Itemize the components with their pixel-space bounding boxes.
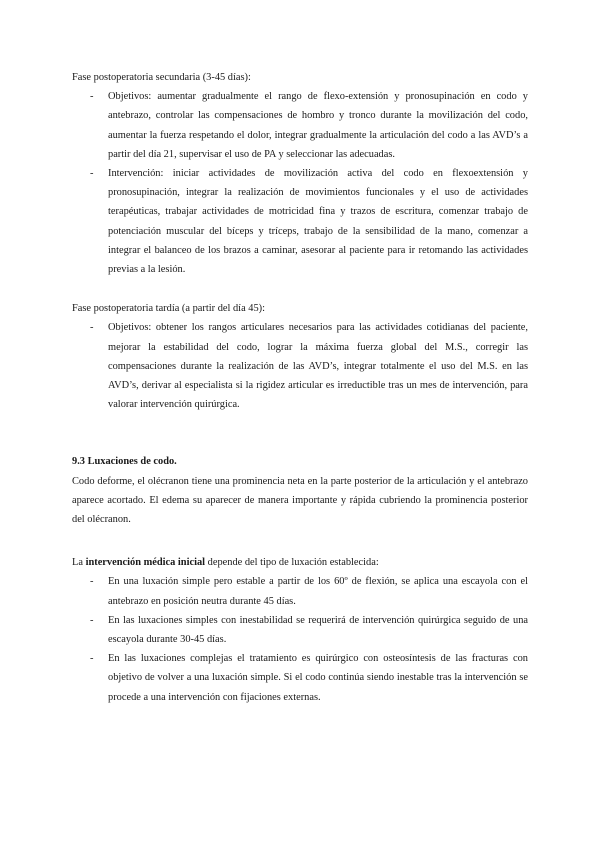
list-item: - En las luxaciones complejas el tratamiento es quirúrgico con osteosíntesis de las fracturas con objetivo de volver a una luxación simple. Si el codo continúa siendo inestable tras la intervención se procede a una intervención con fijaciones externas.	[72, 649, 528, 707]
section-intro-paragraph: Codo deforme, el olécranon tiene una prominencia neta en la parte posterior de la articulación y el antebrazo aparece acortado. El edema su aparecer de manera importante y rápida cubriendo la prominencia posterior del olécranon.	[72, 475, 528, 526]
lead-bold-term: intervención médica inicial	[85, 557, 206, 569]
spacer	[72, 414, 528, 452]
list-item: - Objetivos: obtener los rangos articulares necesarios para las actividades cotidianas del paciente, mejorar la estabilidad del codo, lograr la máxima fuerza global del M.S., corregir las compensaciones durante la realización de las AVD’s, integrar totalmente el uso del M.S. en las AVD’s, derivar al especialista si la rigidez articular es irreductible tras un mes de intervención, para valorar intervención quirúrgica.	[72, 318, 528, 414]
medical-intervention-list	[72, 572, 528, 706]
spacer	[72, 279, 528, 299]
lead-suffix: depende del tipo de luxación establecida:	[205, 557, 379, 569]
lead-prefix: La	[72, 557, 86, 569]
section-title: 9.3 Luxaciones de codo.	[72, 456, 177, 468]
list-item: - Objetivos: aumentar gradualmente el rango de flexo-extensión y pronosupinación en codo y antebrazo, controlar las compensaciones de hombro y tronco durante la movilización del codo, aumentar la fuerza respetando el dolor, integrar gradualmente la articulación del codo a las AVD’s a partir del día 21, supervisar el uso de PA y seleccionar las adecuadas.	[72, 87, 528, 164]
phase-late-list	[72, 318, 528, 414]
phase-secondary-list	[72, 87, 528, 279]
list-item: - En las luxaciones simples con inestabilidad se requerirá de intervención quirúrgica seguido de una escayola durante 30-45 días.	[72, 611, 528, 649]
phase-late-heading: Fase postoperatoria tardía (a partir del día 45):	[72, 303, 266, 315]
spacer	[72, 529, 528, 553]
list-item: - En una luxación simple pero estable a partir de los 60º de flexión, se aplica una escayola con el antebrazo en posición neutra durante 45 días.	[72, 572, 528, 610]
list-item: - Intervención: iniciar actividades de movilización activa del codo en flexoextensión y pronosupinación, integrar la realización de movimientos funcionales y el uso de actividades terapéuticas, trabajar actividades de motricidad fina y trazos de escritura, comenzar trabajo de potenciación muscular del bíceps y tríceps, trabajo de la sensibilidad de la mano, comenzar a integrar el balanceo de los brazos a caminar, asesorar al paciente para ir retomando las actividades previas a la lesión.	[72, 164, 528, 279]
medical-intervention-lead	[72, 553, 528, 572]
document-page	[72, 68, 528, 707]
phase-secondary-heading: Fase postoperatoria secundaria (3-45 días):	[72, 72, 251, 83]
